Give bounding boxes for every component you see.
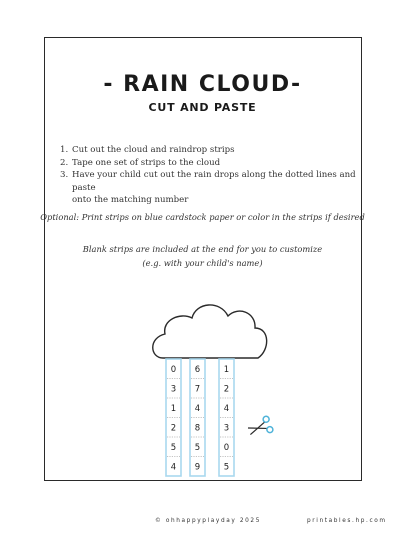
step-number: 1. [60, 145, 69, 155]
optional-note: Optional: Print strips on blue cardstock paper or color in the strips if desired [40, 212, 365, 222]
raindrop-number: 2 [223, 384, 230, 395]
raindrop-number: 5 [194, 442, 201, 453]
blank-strips-example: (e.g. with your child's name) [142, 258, 263, 268]
raindrop-number: 9 [194, 462, 201, 473]
cloud-icon [153, 305, 267, 358]
raindrop-number: 4 [223, 403, 230, 414]
raindrop-number: 6 [194, 364, 201, 375]
raindrop-number: 1 [170, 403, 177, 414]
footer-website: printables.hp.com [307, 518, 387, 524]
footer-copyright: © ohhappyplayday 2025 [155, 518, 262, 524]
raindrop-number: 1 [223, 364, 230, 375]
raindrop-number: 8 [194, 423, 201, 434]
raindrop-number: 5 [170, 442, 177, 453]
raindrop-number: 4 [194, 403, 201, 414]
raindrop-strip [190, 359, 205, 476]
raindrop-strips [166, 359, 234, 476]
blank-strips-line: Blank strips are included at the end for you to customize [82, 244, 323, 254]
raindrop-number: 3 [223, 423, 230, 434]
page-subtitle: CUT AND PASTE [148, 101, 257, 114]
raindrop-strip [219, 359, 234, 476]
raindrop-number: 4 [170, 462, 177, 473]
page-title: - RAIN CLOUD- [103, 72, 302, 97]
raindrop-number: 2 [170, 423, 177, 434]
step-number: 2. [60, 157, 69, 168]
step-number: 3. [60, 170, 69, 180]
step-text-continued: onto the matching number [72, 195, 189, 205]
scissors-icon [246, 415, 273, 439]
step-text: Have your child cut out the rain drops along the dotted lines and paste [72, 170, 356, 193]
raindrop-strip [166, 359, 181, 476]
raindrop-number: 0 [223, 442, 230, 453]
raindrop-number: 3 [170, 384, 177, 395]
step-text: Cut out the cloud and raindrop strips [72, 145, 235, 155]
raindrop-number: 5 [223, 462, 230, 473]
step-text: Tape one set of strips to the cloud [72, 157, 221, 168]
raindrop-number: 0 [170, 364, 177, 375]
raindrop-number: 7 [194, 384, 201, 395]
